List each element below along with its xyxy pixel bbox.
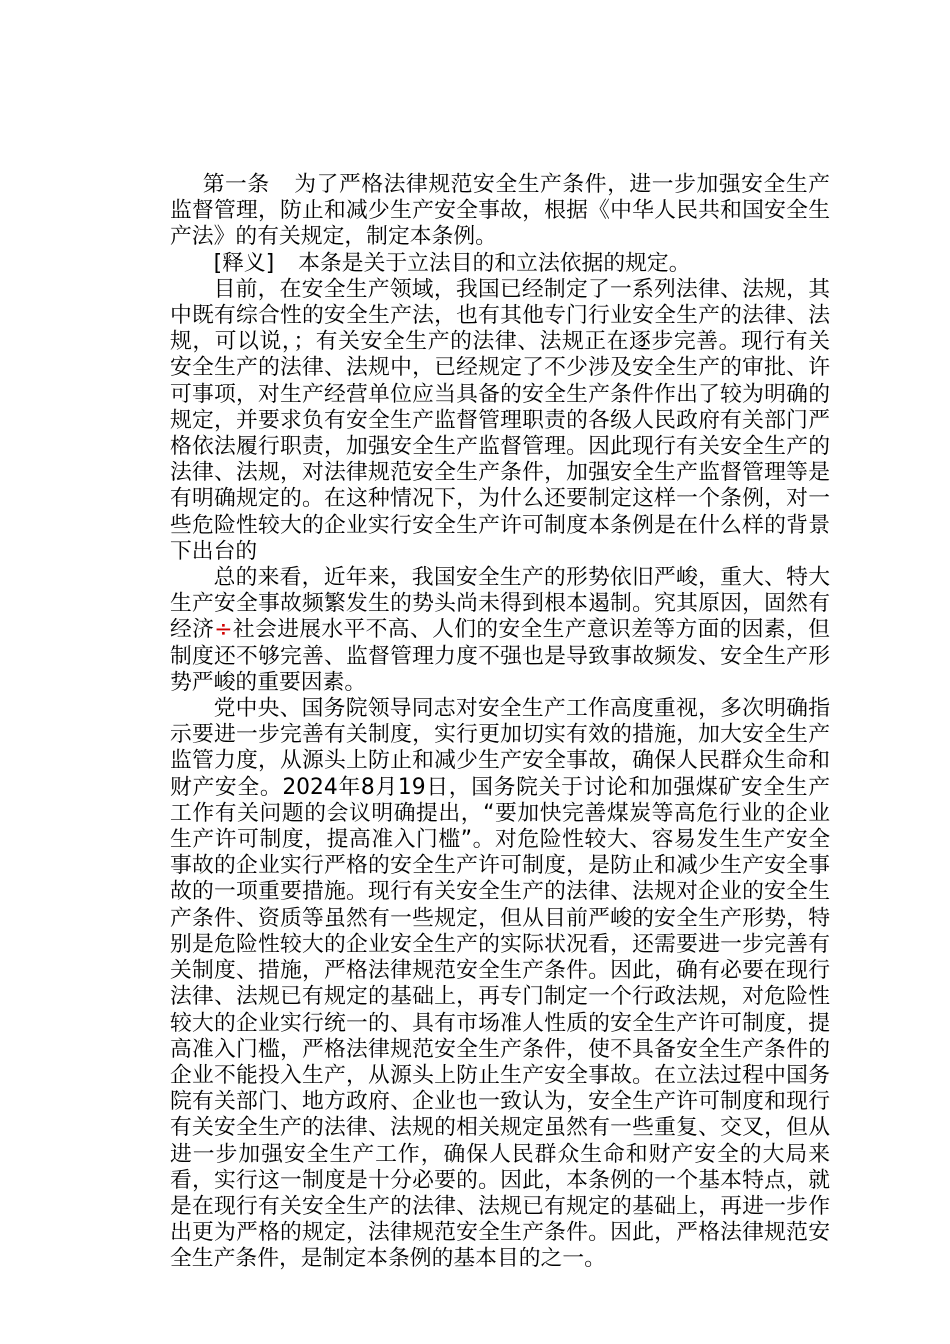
body-paragraph-3: 党中央、国务院领导同志对安全生产工作高度重视，多次明确指示要进一步完善有关制度，实行更加切实有效的措施，加大安全生产监管力度，从源头上防止和减少生产安全事故，确保人民群众生命和财产安全。2024年8月19日，国务院关于讨论和加强煤矿安全生产工作有关问题的会议明确提出，“要加快完善煤炭等高危行业的企业生产许可制度，提高准入门槛”。对危险性较大、容易发生生产安全事故的企业实行严格的安全生产许可制度，是防止和减少生产安全事故的一项重要措施。现行有关安全生产的法律、法规对企业的安全生产条件、资质等虽然有一些规定，但从目前严峻的安全生产形势，特别是危险性较大的企业安全生产的实际状况看，还需要进一步完善有关制度、措施，严格法律规范安全生产条件。因此，确有必要在现行法律、法规已有规定的基础上，再专门制定一个行政法规，对危险性较大的企业实行统一的、具有市场准人性质的安全生产许可制度，提高准入门槛，严格法律规范安全生产条件，使不具备安全生产条件的企业不能投入生产，从源头上防止生产安全事故。在立法过程中国务院有关部门、地方政府、企业也一致认为，安全生产许可制度和现行有关安全生产的法律、法规的相关规定虽然有一些重复、交叉，但从进一步加强安全生产工作，确保人民群众生命和财产安全的大局来看，实行这一制度是十分必要的。因此，本条例的一个基本特点，就是在现行有关安全生产的法律、法规已有规定的基础上，再进一步作出更为严格的规定，法律规范安全生产条件。因此，严格法律规范安全生产条件，是制定本条例的基本目的之一。	[170, 696, 830, 1272]
interpretation-text: 本条是关于立法目的和立法依据的规定。	[298, 250, 691, 276]
division-mark: ÷	[214, 617, 233, 643]
interpretation-label: [释义]	[213, 250, 275, 276]
body-paragraph-2: 总的来看，近年来，我国安全生产的形势依旧严峻，重大、特大生产安全事故频繁发生的势头尚未得到根本遏制。究其原因，固然有经济÷社会进展水平不高、人们的安全生产意识差等方面的因素，但制度还不够完善、监督管理力度不强也是导致事故频发、安全生产形势严峻的重要因素。	[170, 565, 830, 695]
article-text: 为了严格法律规范安全生产条件，进一步加强安全生产监督管理，防止和减少生产安全事故，根据《中华人民共和国安全生产法》的有关规定，制定本条例。	[170, 172, 830, 250]
interpretation-paragraph	[170, 251, 830, 277]
body-paragraph-1: 目前，在安全生产领域，我国已经制定了一系列法律、法规，其中既有综合性的安全生产法，也有其他专门行业安全生产的法律、法规，可以说，；有关安全生产的法律、法规正在逐步完善。现行有关安全生产的法律、法规中，已经规定了不少涉及安全生产的审批、许可事项，对生产经营单位应当具备的安全生产条件作出了较为明确的规定，并要求负有安全生产监督管理职责的各级人民政府有关部门严格依法履行职责，加强安全生产监督管理。因此现行有关安全生产的法律、法规，对法律规范安全生产条件，加强安全生产监督管理等是有明确规定的。在这种情况下，为什么还要制定这样一个条例，对一些危险性较大的企业实行安全生产许可制度本条例是在什么样的背景下出台的	[170, 276, 830, 564]
article-paragraph	[170, 172, 830, 251]
document-page	[170, 172, 830, 1273]
article-label: 第一条	[202, 172, 270, 197]
